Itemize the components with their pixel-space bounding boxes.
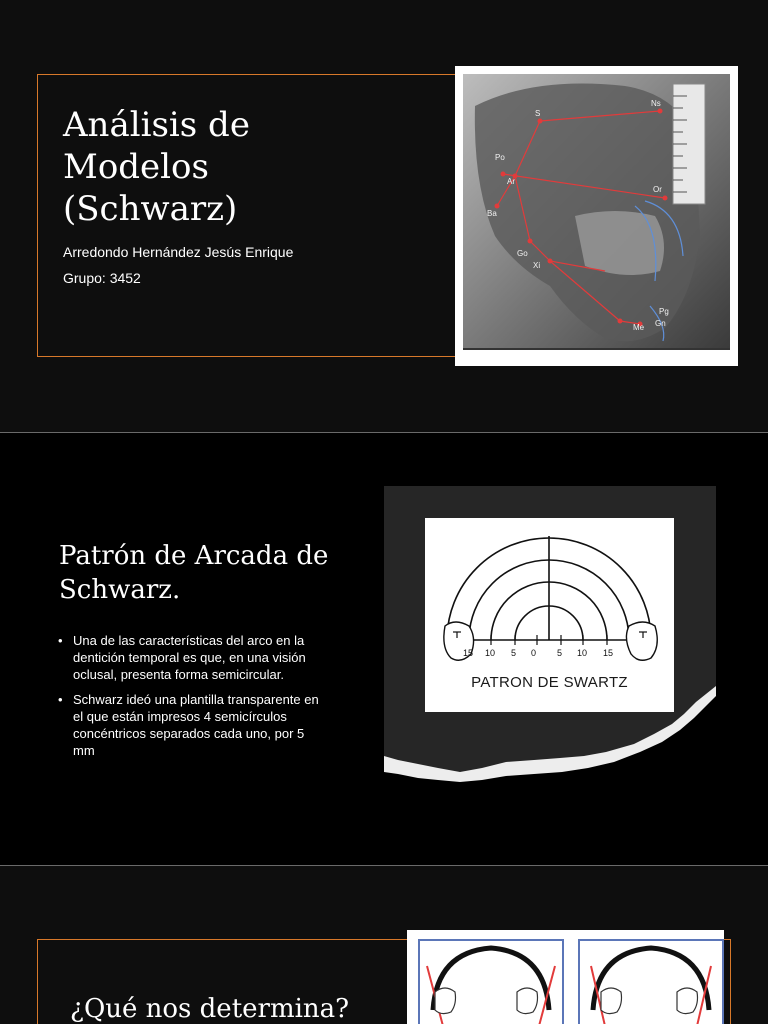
scale-label: 5 bbox=[511, 648, 517, 658]
landmark-label: Pg bbox=[659, 307, 669, 316]
landmark-label: Go bbox=[517, 249, 528, 258]
landmark-label: Ns bbox=[651, 99, 661, 108]
bullet-list bbox=[58, 632, 328, 767]
scale-label: 5 bbox=[557, 648, 563, 658]
scale-label: 10 bbox=[485, 648, 496, 658]
slide-1-title: Análisis de Modelos (Schwarz) bbox=[63, 105, 250, 229]
arch-comparison-drawing bbox=[407, 930, 724, 1024]
bullet-item bbox=[58, 691, 328, 759]
scale-label: 15 bbox=[463, 648, 474, 658]
landmark-label: Po bbox=[495, 153, 505, 162]
landmark-label: S bbox=[535, 109, 541, 118]
arch-comparison-figure bbox=[407, 930, 724, 1024]
scale-label: 10 bbox=[577, 648, 588, 658]
author-name: Arredondo Hernández Jesús Enrique bbox=[63, 244, 294, 260]
slide-2 bbox=[0, 433, 768, 865]
bullet-text: Schwarz ideó una plantilla transparente en el que están impresos 4 semicírculos concéntricos separados cada uno, por 5 mm bbox=[73, 692, 319, 758]
group-label: Grupo: 3452 bbox=[63, 270, 141, 286]
slide-3-title: ¿Qué nos determina? bbox=[70, 994, 350, 1024]
landmark-label: Or bbox=[653, 185, 662, 194]
semicircle-template-drawing bbox=[425, 518, 674, 668]
landmark-label: Me bbox=[633, 323, 645, 332]
bullet-dot: • bbox=[58, 633, 63, 648]
bullet-item bbox=[58, 632, 328, 683]
landmark-label: Ar bbox=[507, 177, 515, 186]
swartz-pattern-figure bbox=[425, 518, 674, 712]
slide-3 bbox=[0, 866, 768, 1024]
landmark-label: Gn bbox=[655, 319, 666, 328]
figure-caption: PATRON DE SWARTZ bbox=[471, 674, 628, 691]
scale-label: 15 bbox=[603, 648, 614, 658]
landmark-label: Xi bbox=[533, 261, 541, 270]
slide-1 bbox=[0, 0, 768, 432]
slide-2-title: Patrón de Arcada de Schwarz. bbox=[59, 541, 329, 605]
bullet-text: Una de las características del arco en la dentición temporal es que, en una visión oclusal, presenta forma semicircular. bbox=[73, 633, 306, 682]
landmark-label: Ba bbox=[487, 209, 497, 218]
cephalometric-xray-image bbox=[455, 66, 738, 366]
scale-label: 0 bbox=[531, 648, 537, 658]
xray-drawing bbox=[455, 66, 738, 366]
bullet-dot: • bbox=[58, 692, 63, 707]
